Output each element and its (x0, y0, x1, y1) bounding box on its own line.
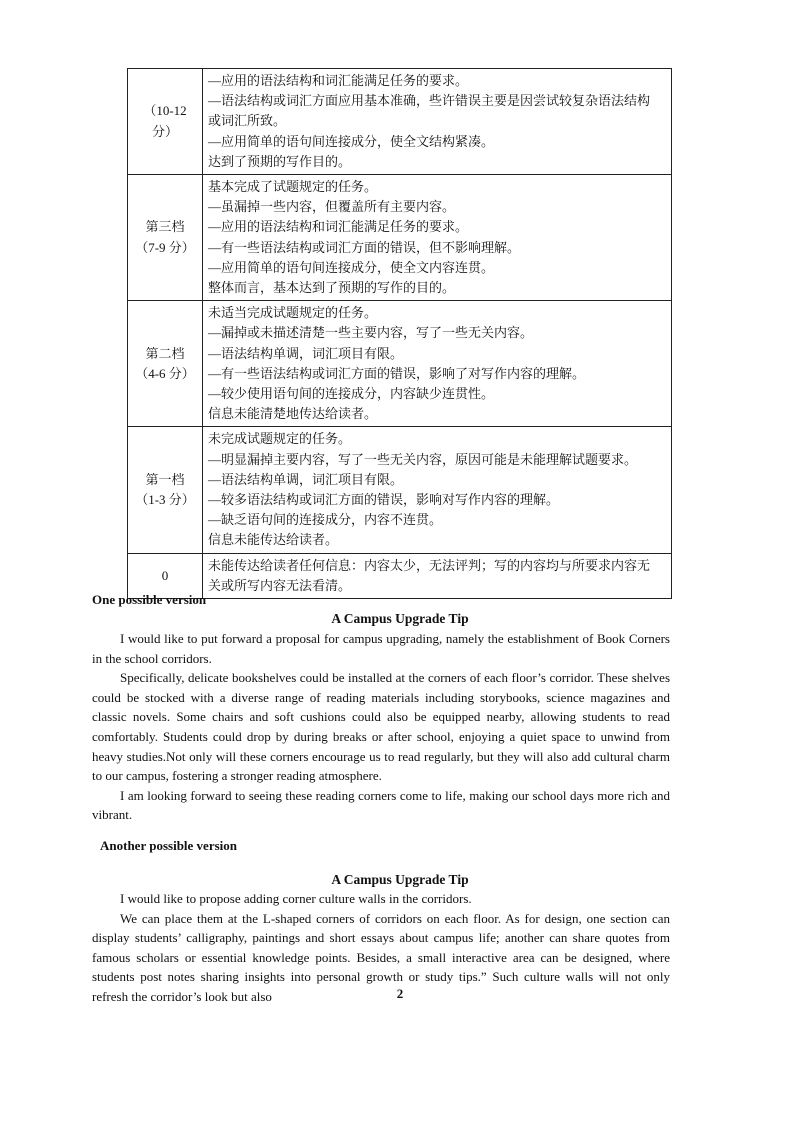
version-2-label: Another possible version (100, 838, 237, 853)
rubric-line: 信息未能传达给读者。 (208, 532, 339, 548)
version-2-title: A Campus Upgrade Tip (331, 872, 469, 887)
rubric-line: 基本完成了试题规定的任务。 (208, 179, 378, 195)
version-1-paragraph: Specifically, delicate bookshelves could be installed at the corners of each floor’s corridor. These shelves could be stocked with a diverse range of reading materials including storybooks, science magazines and classic novels. Some chairs and soft cushions could also be equipped nearby, allowing students to read comfortably. Students could drop by during breaks or after school, enjoying a quiet space to unwind from heavy studies.Not only will these corners encourage us to read regularly, but they will also add cultural charm to our campus, fostering a stronger reading atmosphere. (92, 670, 670, 784)
rubric-line: —语法结构单调，词汇项目有限。 (208, 345, 404, 361)
rubric-level: 第二档 （4-6 分） (128, 301, 203, 427)
rubric-row (128, 175, 672, 301)
rubric-line: —应用简单的语句间连接成分，使全文结构紧凑。 (208, 133, 495, 149)
rubric-level: 0 (128, 553, 203, 598)
rubric-line: 或词汇所致。 (208, 113, 287, 129)
version-1-paragraph: I am looking forward to seeing these reading corners come to life, making our school days more rich and vibrant. (92, 787, 670, 823)
rubric-row (128, 427, 672, 553)
rubric-line: —漏掉或未描述清楚一些主要内容，写了一些无关内容。 (208, 325, 534, 341)
version-1-paragraph: I would like to put forward a proposal for campus upgrading, namely the establishment of Book Corners in the school corridors. (92, 631, 670, 666)
rubric-line: —较多语法结构或词汇方面的错误，影响对写作内容的理解。 (208, 492, 560, 508)
rubric-line: 整体而言，基本达到了预期的写作的目的。 (208, 280, 456, 296)
rubric-line: —有一些语法结构或词汇方面的错误，但不影响理解。 (208, 239, 521, 255)
rubric-line: 达到了预期的写作目的。 (208, 153, 352, 169)
rubric-line: —较少使用语句间的连接成分，内容缺少连贯性。 (208, 386, 495, 402)
scoring-rubric-table (127, 68, 672, 599)
rubric-line: 未适当完成试题规定的任务。 (208, 305, 378, 321)
rubric-line: —缺乏语句间的连接成分，内容不连贯。 (208, 512, 443, 528)
version-1-body (92, 629, 670, 825)
rubric-level: 第三档 （7-9 分） (128, 175, 203, 301)
rubric-row (128, 69, 672, 175)
rubric-line: —语法结构或词汇方面应用基本准确，些许错误主要是因尝试较复杂语法结构 (208, 93, 651, 109)
rubric-description (203, 69, 672, 175)
rubric-description (203, 427, 672, 553)
rubric-line: —语法结构单调，词汇项目有限。 (208, 471, 404, 487)
rubric-line: —有一些语法结构或词汇方面的错误，影响了对写作内容的理解。 (208, 365, 586, 381)
rubric-line: 未能传达给读者任何信息：内容太少，无法评判；写的内容均与所要求内容无 (208, 557, 651, 573)
version-1-title: A Campus Upgrade Tip (331, 611, 469, 626)
rubric-line: —应用简单的语句间连接成分，使全文内容连贯。 (208, 259, 495, 275)
rubric-level: 第一档 （1-3 分） (128, 427, 203, 553)
rubric-description (203, 175, 672, 301)
page-number: 2 (396, 986, 404, 1001)
rubric-line: —虽漏掉一些内容，但覆盖所有主要内容。 (208, 199, 456, 215)
rubric-description (203, 301, 672, 427)
version-1-label: One possible version (92, 592, 207, 607)
rubric-line: 关或所写内容无法看清。 (208, 577, 352, 593)
rubric-line: —应用的语法结构和词汇能满足任务的要求。 (208, 219, 469, 235)
rubric-line: —应用的语法结构和词汇能满足任务的要求。 (208, 73, 469, 88)
rubric-level: （10-12 分） (128, 69, 203, 175)
rubric-line: —明显漏掉主要内容，写了一些无关内容，原因可能是未能理解试题要求。 (208, 451, 638, 467)
version-2-paragraph: I would like to propose adding corner culture walls in the corridors. (120, 891, 472, 906)
rubric-row (128, 301, 672, 427)
rubric-row (128, 553, 672, 598)
rubric-line: 未完成试题规定的任务。 (208, 431, 352, 447)
rubric-line: 信息未能清楚地传达给读者。 (208, 406, 378, 422)
version-2-paragraph: We can place them at the L-shaped corners of corridors on each floor. As for design, one section can display students’ calligraphy, paintings and short essays about campus life; another can share quotes from famous scholars or essential knowledge points. Besides, a small interactive area can be designed, where students post notes sharing insights into personal growth or study tips.” Such culture walls will not only refresh the corridor’s look but also (92, 910, 670, 1004)
rubric-description (203, 553, 672, 598)
